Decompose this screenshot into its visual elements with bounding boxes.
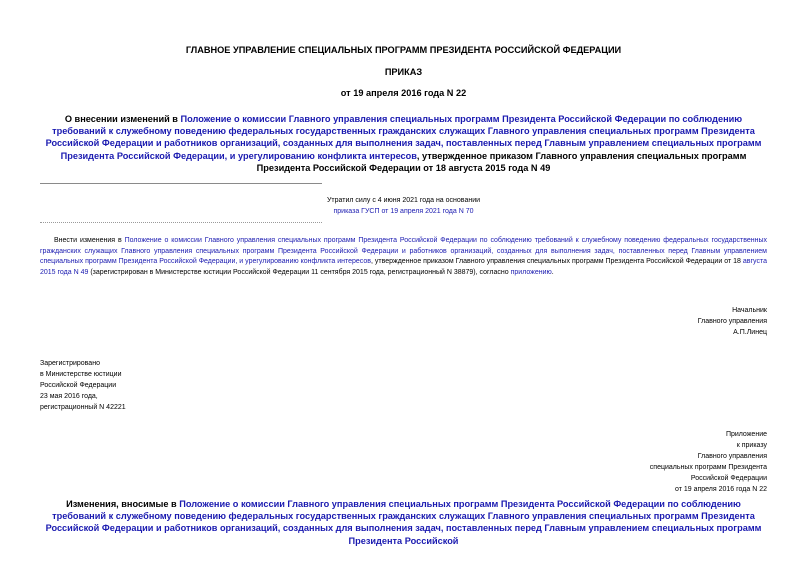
body-text-4: .	[551, 268, 554, 276]
appendix-line-2: к приказу	[736, 442, 767, 449]
registration-line-4: 23 мая 2016 года,	[40, 393, 98, 400]
body-text-3: (зарегистрирован в Министерстве юстиции Российской Федерации 11 сентября 2015 года, регистрационный N 38879), согласно	[88, 268, 511, 276]
registration-line-3: Российской Федерации	[40, 382, 117, 389]
body-paragraph	[40, 236, 767, 278]
title-regulation-link[interactable]: Положение о комиссии Главного управления специальных программ Президента Российской Федерации по соблюдению требований к служебному поведению федеральных государственных гражданских служащих Главного управления специальных программ Президента Российской Федерации и работников организаций, созданных для выполнения задач, поставленных перед Главным управлением специальных программ Президента Российской Федерации, и урегулированию конфликта интересов	[45, 114, 762, 161]
appendix-line-5: Российской Федерации	[690, 475, 767, 482]
appendix-line-1: Приложение	[725, 431, 767, 438]
signature-position: Начальник	[732, 307, 767, 314]
changes-regulation-link[interactable]: Положение о комиссии Главного управления специальных программ Президента Российской Федерации по соблюдению требований к служебному поведению федеральных государственных гражданских служащих Главного управления специальных программ Президента Российской Федерации и работников организаций, созданных для выполнения задач, поставленных перед Главным управлением специальных программ Президента Российской	[45, 499, 762, 546]
document-type: ПРИКАЗ	[384, 67, 423, 77]
body-order-link[interactable]: августа 2015 года N 49	[40, 258, 767, 276]
body-text-2: , утвержденное приказом Главного управления специальных программ Президента Российской Федерации от 18	[370, 258, 743, 266]
status-repeal-link[interactable]: приказа ГУСП от 19 апреля 2021 года N 70	[333, 208, 474, 215]
appendix-line-6: от 19 апреля 2016 года N 22	[674, 486, 767, 493]
title-suffix: , утвержденное приказом Главного управления специальных программ Президента Российской Федерации от 18 августа 2015 года N 49	[256, 150, 747, 173]
body-appendix-link[interactable]: приложению	[510, 268, 552, 276]
registration-line-5: регистрационный N 42221	[40, 404, 126, 411]
title-prefix: О внесении изменений в	[64, 114, 181, 124]
registration-line-1: Зарегистрировано	[40, 360, 100, 367]
divider-solid	[40, 183, 322, 184]
appendix-line-4: специальных программ Президента	[649, 464, 767, 471]
signature-block	[698, 305, 767, 338]
changes-prefix: Изменения, вносимые в	[66, 499, 180, 509]
appendix-block	[650, 429, 767, 495]
body-text-1: Внести изменения в	[54, 237, 125, 244]
changes-heading	[40, 498, 767, 547]
registration-line-2: в Министерстве юстиции	[40, 371, 122, 378]
appendix-line-3: Главного управления	[697, 453, 767, 460]
signature-name: А.П.Линец	[733, 329, 767, 336]
divider-dotted	[40, 222, 322, 223]
status-note	[300, 195, 507, 217]
signature-agency: Главного управления	[697, 318, 767, 325]
document-date-number: от 19 апреля 2016 года N 22	[340, 88, 467, 98]
body-regulation-link[interactable]: Положение о комиссии Главного управления специальных программ Президента Российской Федерации по соблюдению требований к служебному поведению федеральных государственных гражданских служащих Главного управления специальных программ Президента Российской Федерации и работников организаций, созданных для выполнения задач, поставленных перед Главным управлением специальных программ Президента Российской Федерации, и урегулированию конфликта интересов	[40, 237, 767, 266]
status-line: Утратил силу с 4 июня 2021 года на основании	[326, 197, 481, 204]
agency-heading: ГЛАВНОЕ УПРАВЛЕНИЕ СПЕЦИАЛЬНЫХ ПРОГРАММ ПРЕЗИДЕНТА РОССИЙСКОЙ ФЕДЕРАЦИИ	[185, 45, 622, 55]
registration-block	[40, 358, 126, 413]
document-title	[40, 113, 767, 174]
